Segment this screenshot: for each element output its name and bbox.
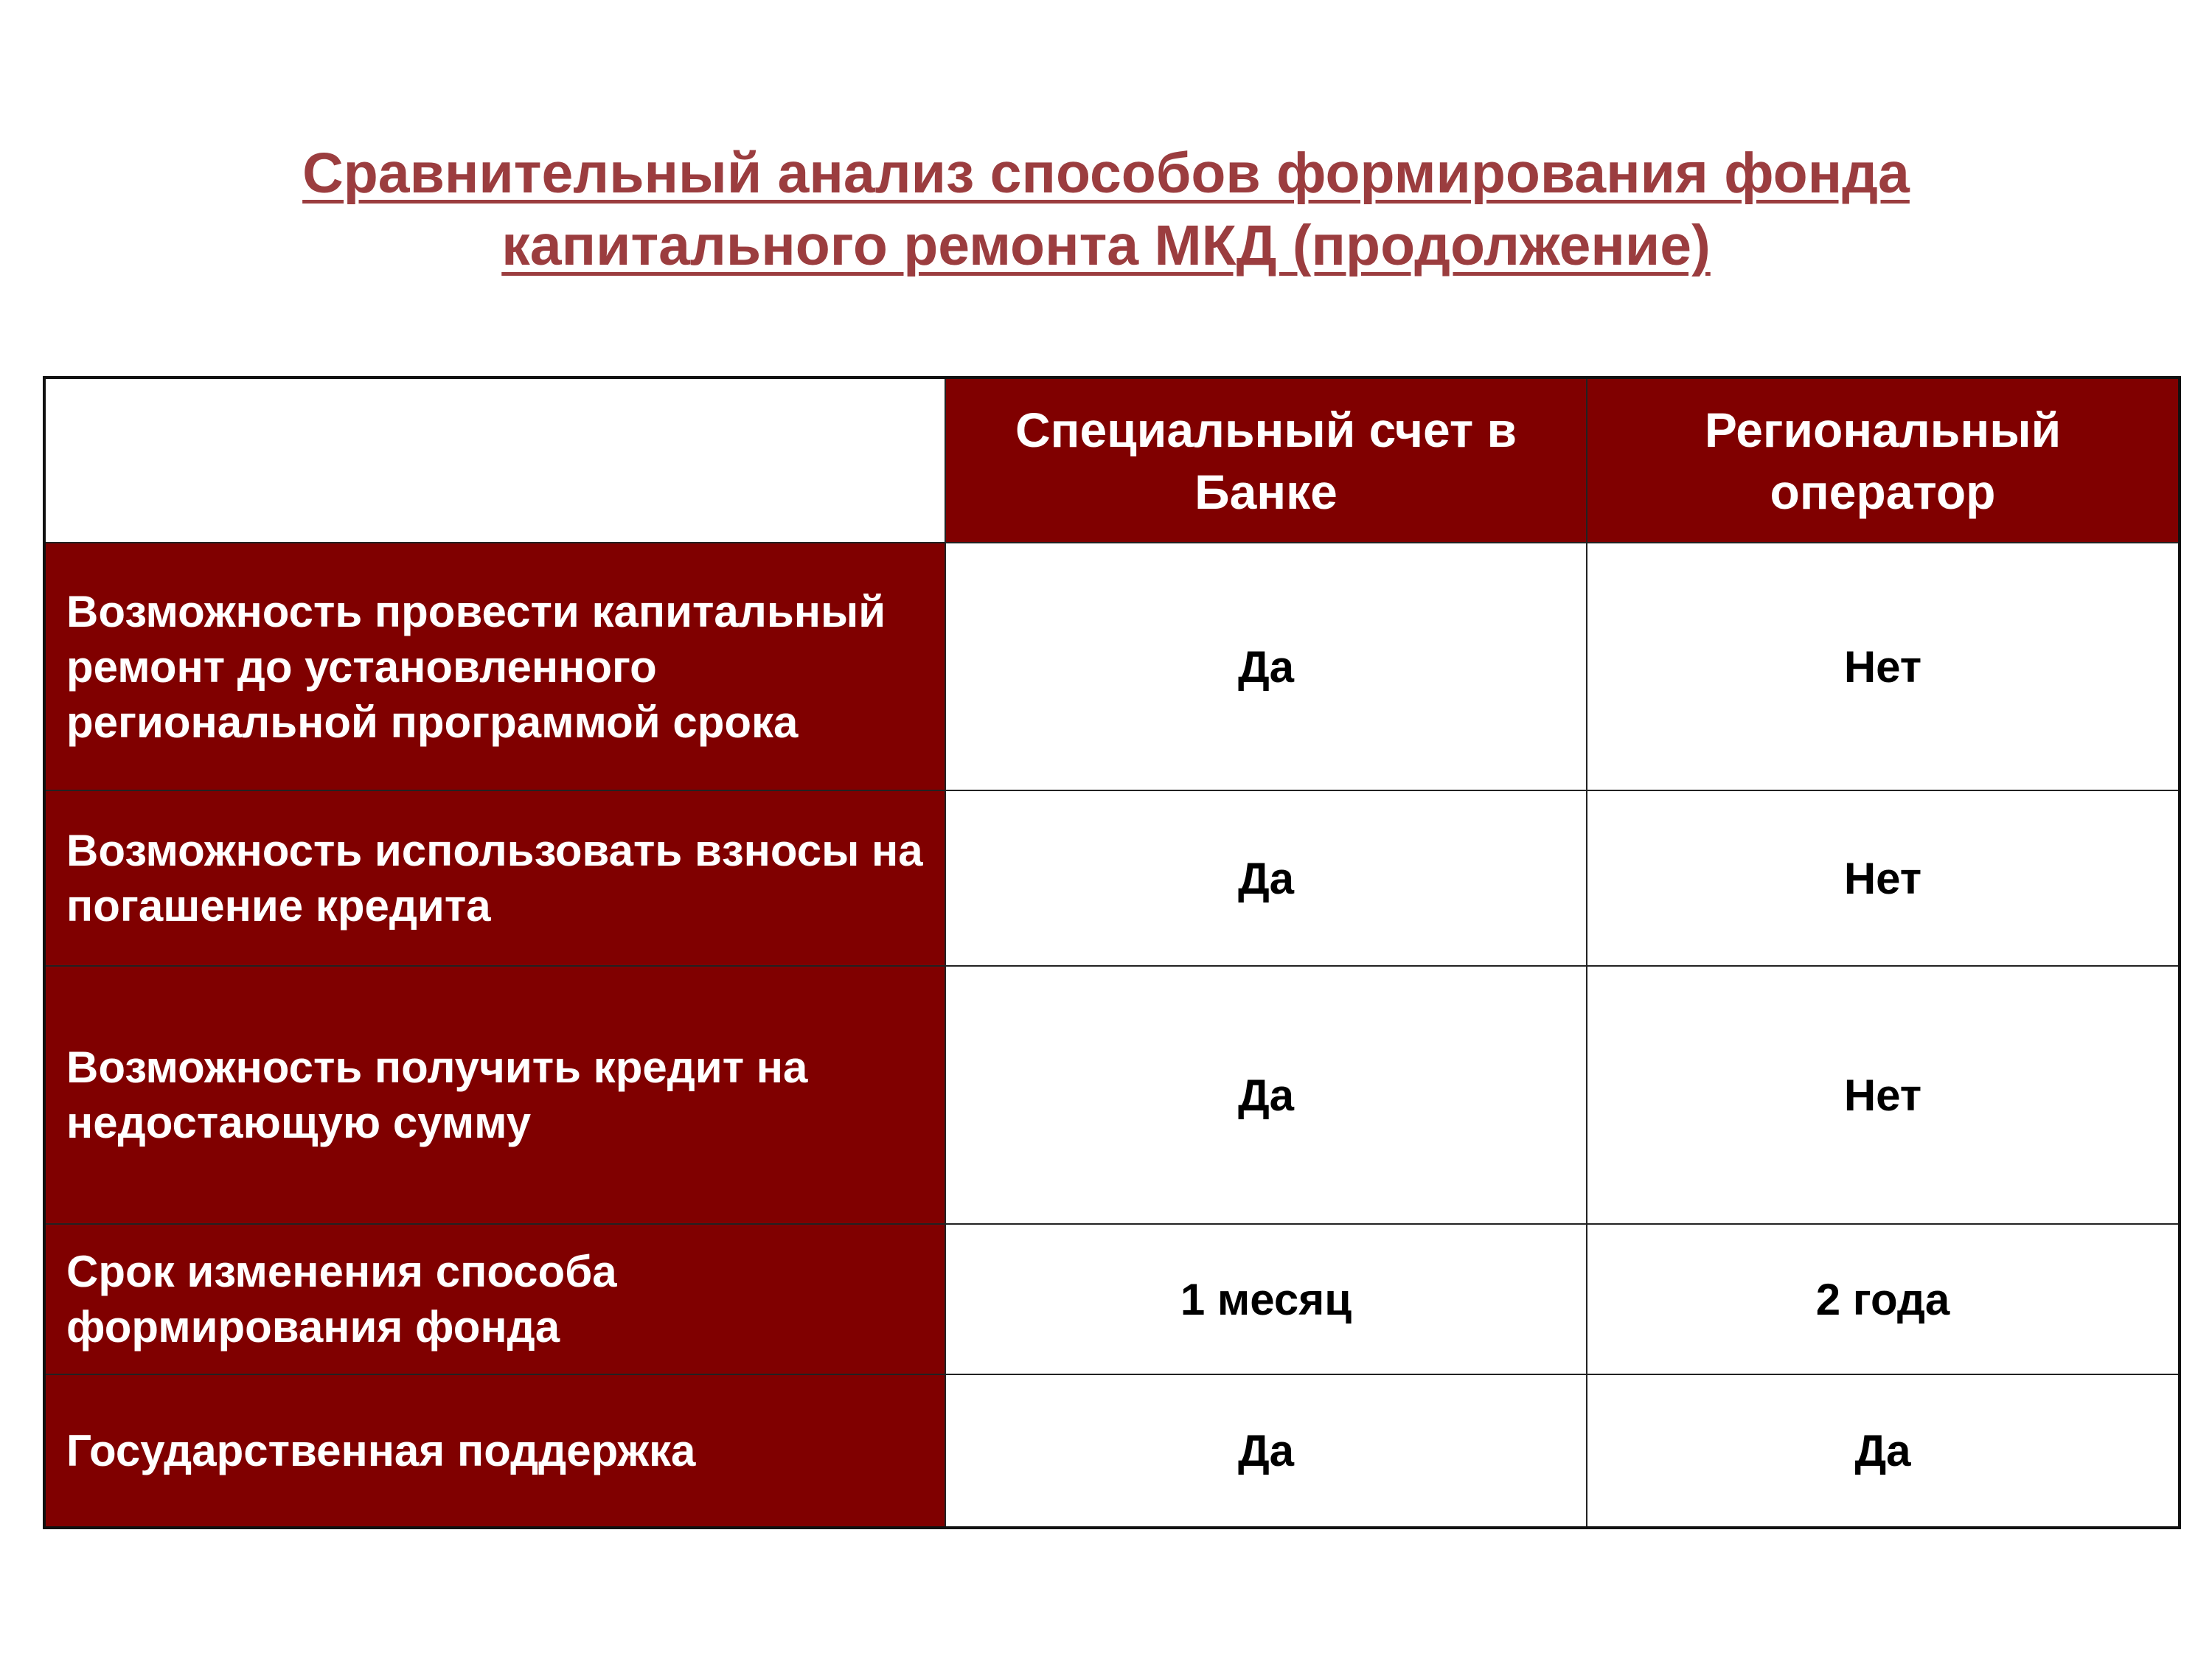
cell-regional-operator: 2 года bbox=[1587, 1224, 2180, 1374]
column-header-special-account: Специальный счет в Банке bbox=[945, 378, 1587, 543]
table-row bbox=[44, 1224, 2180, 1374]
table-row bbox=[44, 790, 2180, 966]
cell-regional-operator: Нет bbox=[1587, 966, 2180, 1224]
cell-special-account: 1 месяц bbox=[945, 1224, 1587, 1374]
table-row bbox=[44, 1374, 2180, 1528]
page-title-line-1: Сравнительный анализ способов формирования фонда bbox=[302, 142, 1910, 205]
cell-regional-operator: Нет bbox=[1587, 543, 2180, 790]
row-label: Срок изменения способа формирования фонда bbox=[44, 1224, 945, 1374]
cell-regional-operator: Нет bbox=[1587, 790, 2180, 966]
row-label: Возможность использовать взносы на погашение кредита bbox=[44, 790, 945, 966]
cell-special-account: Да bbox=[945, 543, 1587, 790]
table-row bbox=[44, 543, 2180, 790]
table-corner-cell bbox=[44, 378, 945, 543]
cell-special-account: Да bbox=[945, 1374, 1587, 1528]
cell-special-account: Да bbox=[945, 966, 1587, 1224]
column-header-regional-operator: Региональный оператор bbox=[1587, 378, 2180, 543]
table-row bbox=[44, 966, 2180, 1224]
cell-special-account: Да bbox=[945, 790, 1587, 966]
page-title-line-2: капитального ремонта МКД (продолжение) bbox=[501, 214, 1711, 277]
cell-regional-operator: Да bbox=[1587, 1374, 2180, 1528]
page-title bbox=[0, 137, 2212, 282]
table-header-row bbox=[44, 378, 2180, 543]
row-label: Возможность получить кредит на недостающую сумму bbox=[44, 966, 945, 1224]
row-label: Государственная поддержка bbox=[44, 1374, 945, 1528]
comparison-table bbox=[43, 376, 2181, 1529]
row-label: Возможность провести капитальный ремонт до установленного региональной программой срока bbox=[44, 543, 945, 790]
